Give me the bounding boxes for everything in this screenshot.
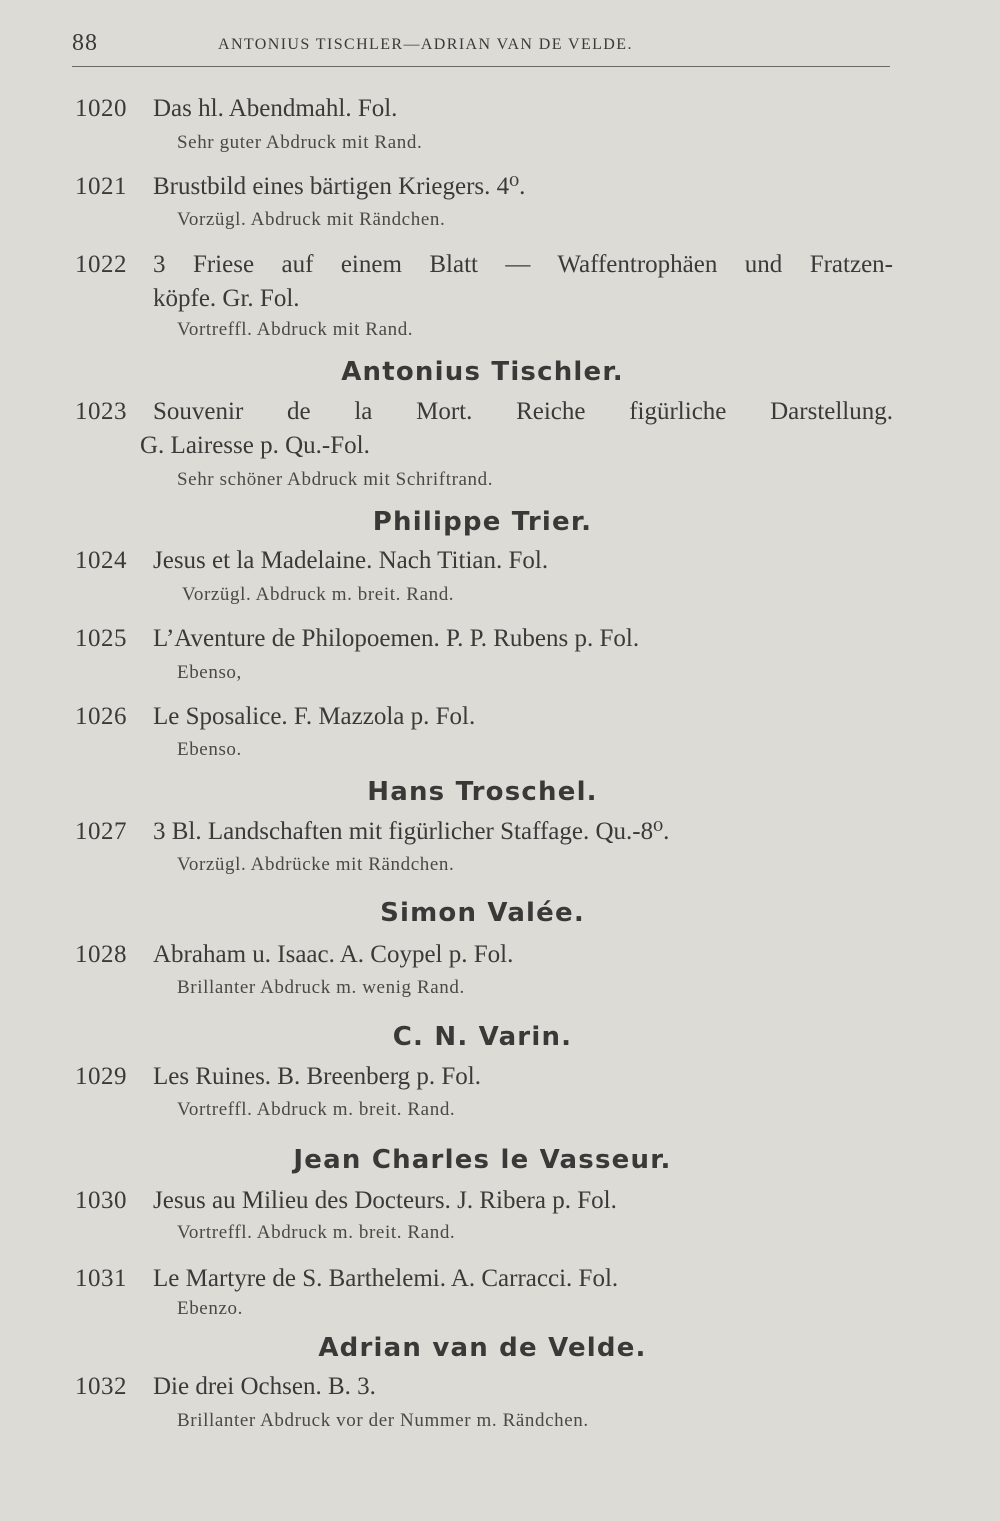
artist-heading: Jean Charles le Vasseur. [293, 1145, 672, 1175]
entry-title: Abraham u. Isaac. A. Coypel p. Fol. [153, 941, 514, 968]
entry-title: Le Sposalice. F. Mazzola p. Fol. [153, 703, 476, 730]
artist-heading: Simon Valée. [380, 898, 585, 928]
entry-note: Brillanter Abdruck vor der Nummer m. Rändchen. [177, 1410, 589, 1431]
entry-number: 1028 [75, 941, 127, 968]
entry-note: Ebenzo. [177, 1298, 243, 1319]
entry-title: 3 Friese auf einem Blatt — Waffentrophäen und Fratzen- [153, 251, 893, 278]
entry-note: Vorzügl. Abdrücke mit Rändchen. [177, 854, 455, 875]
entry-title: Brustbild eines bärtigen Kriegers. 4⁰. [153, 173, 526, 200]
entry-title-continued: köpfe. Gr. Fol. [153, 285, 300, 312]
entry-number: 1021 [75, 173, 127, 200]
entry-number: 1022 [75, 251, 127, 278]
entry-number: 1023 [75, 398, 127, 425]
artist-heading: C. N. Varin. [392, 1022, 573, 1052]
entry-number: 1029 [75, 1063, 127, 1090]
entry-number: 1020 [75, 95, 127, 122]
entry-note: Vorzügl. Abdruck mit Rändchen. [177, 209, 446, 230]
entry-title: Jesus au Milieu des Docteurs. J. Ribera p. Fol. [153, 1187, 617, 1214]
entry-title: Les Ruines. B. Breenberg p. Fol. [153, 1063, 481, 1090]
page-number: 88 [72, 30, 98, 56]
entry-number: 1027 [75, 818, 127, 845]
entry-title: L’Aventure de Philopoemen. P. P. Rubens p. Fol. [153, 625, 640, 652]
entry-note: Vortreffl. Abdruck m. breit. Rand. [177, 1222, 456, 1243]
entry-title: Souvenir de la Mort. Reiche figürliche Darstellung. [153, 398, 893, 425]
entry-number: 1030 [75, 1187, 127, 1214]
entry-title: 3 Bl. Landschaften mit figürlicher Staffage. Qu.-8⁰. [153, 818, 670, 845]
entry-note: Vortreffl. Abdruck mit Rand. [177, 319, 414, 340]
artist-heading: Philippe Trier. [372, 507, 593, 537]
entry-note: Ebenso, [177, 662, 242, 683]
entry-number: 1031 [75, 1265, 127, 1292]
artist-heading: Hans Troschel. [367, 777, 598, 807]
artist-heading: Adrian van de Velde. [318, 1333, 647, 1363]
page-header [72, 30, 890, 67]
entry-note: Sehr guter Abdruck mit Rand. [177, 132, 423, 153]
entry-note: Sehr schöner Abdruck mit Schriftrand. [177, 469, 494, 490]
entry-title: Das hl. Abendmahl. Fol. [153, 95, 398, 122]
entry-number: 1025 [75, 625, 127, 652]
entry-number: 1032 [75, 1373, 127, 1400]
artist-heading: Antonius Tischler. [341, 357, 624, 387]
entry-number: 1026 [75, 703, 127, 730]
entry-title: Le Martyre de S. Barthelemi. A. Carracci. Fol. [153, 1265, 619, 1292]
entry-title: Jesus et la Madelaine. Nach Titian. Fol. [153, 547, 549, 574]
entry-title: Die drei Ochsen. B. 3. [153, 1373, 376, 1400]
entry-note: Ebenso. [177, 739, 242, 760]
running-title: ANTONIUS TISCHLER—ADRIAN VAN DE VELDE. [218, 36, 633, 53]
entry-number: 1024 [75, 547, 127, 574]
entry-note: Brillanter Abdruck m. wenig Rand. [177, 977, 465, 998]
entry-note: Vortreffl. Abdruck m. breit. Rand. [177, 1099, 456, 1120]
entry-note: Vorzügl. Abdruck m. breit. Rand. [182, 584, 455, 605]
entry-title-continued: G. Lairesse p. Qu.-Fol. [140, 432, 370, 459]
